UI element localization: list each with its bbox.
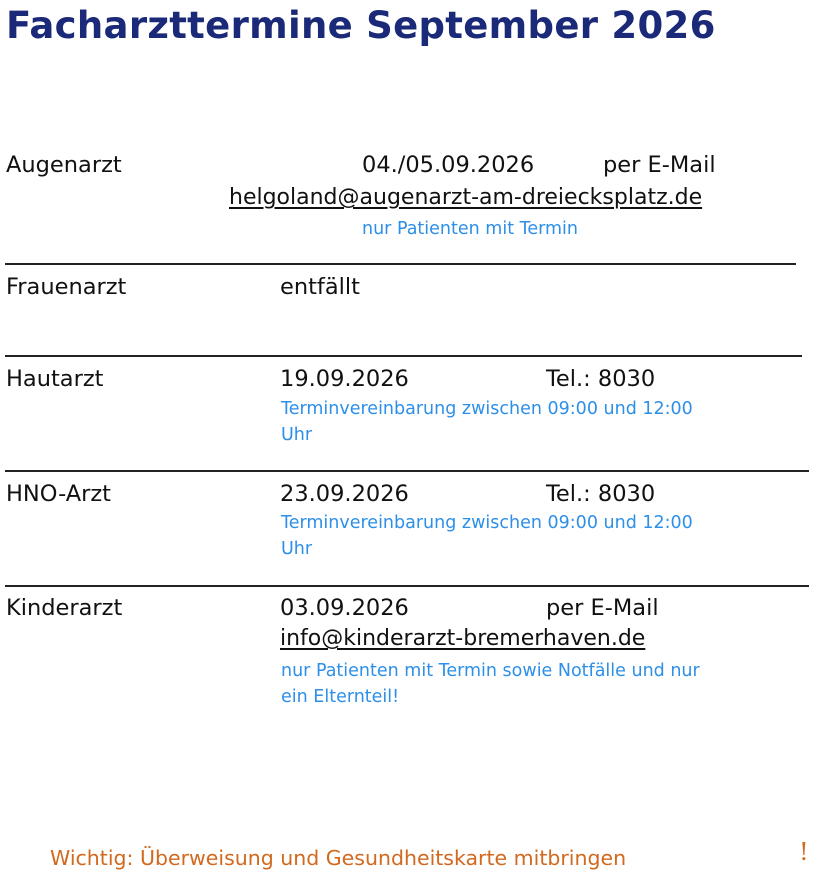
entry-date: 23.09.2026 xyxy=(280,481,409,507)
divider xyxy=(5,585,809,587)
entry-name: Kinderarzt xyxy=(6,595,123,621)
entry-date: 19.09.2026 xyxy=(280,366,409,392)
entry-date: 03.09.2026 xyxy=(280,595,409,621)
page-title: Facharzttermine September 2026 xyxy=(6,4,716,47)
entry-name: Hautarzt xyxy=(6,366,104,392)
email-link[interactable]: info@kinderarzt-bremerhaven.de xyxy=(280,626,646,651)
entry-note: Terminvereinbarung zwischen 09:00 und 12:00 xyxy=(281,513,693,533)
entry-name: HNO-Arzt xyxy=(6,481,111,507)
entry-date: entfällt xyxy=(280,274,360,300)
entry-contact: Tel.: 8030 xyxy=(546,481,656,507)
entry-note: nur Patienten mit Termin xyxy=(362,219,578,239)
entry-note: Terminvereinbarung zwischen 09:00 und 12:00 xyxy=(281,399,693,419)
entry-contact: Tel.: 8030 xyxy=(546,366,656,392)
email-link[interactable]: helgoland@augenarzt-am-dreiecksplatz.de xyxy=(229,185,703,210)
divider xyxy=(5,355,802,357)
divider xyxy=(5,470,809,472)
entry-date: 04./05.09.2026 xyxy=(362,152,535,178)
important-notice-exclamation: ! xyxy=(799,838,809,866)
entry-note-continued: Uhr xyxy=(281,539,313,559)
entry-contact: per E-Mail xyxy=(546,595,659,621)
entry-note: nur Patienten mit Termin sowie Notfälle und nur xyxy=(281,661,700,681)
entry-contact: per E-Mail xyxy=(603,152,716,178)
entry-name: Frauenarzt xyxy=(6,274,127,300)
entry-note-continued: ein Elternteil! xyxy=(281,687,400,707)
important-notice: Wichtig: Überweisung und Gesundheitskarte mitbringen xyxy=(50,846,627,870)
divider xyxy=(5,263,796,265)
entry-name: Augenarzt xyxy=(6,152,122,178)
entry-note-continued: Uhr xyxy=(281,425,313,445)
